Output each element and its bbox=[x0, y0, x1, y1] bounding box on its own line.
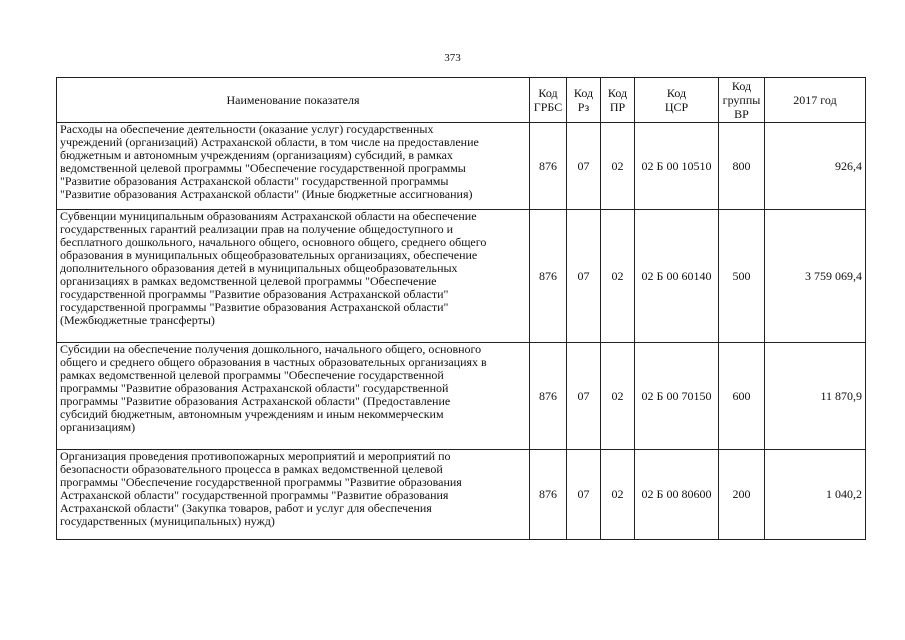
header-csr-line2: ЦСР bbox=[664, 100, 689, 114]
row-vr-cell: 200 bbox=[719, 450, 765, 540]
row-pr-cell: 02 bbox=[601, 343, 635, 450]
row-name-line: образования в муниципальных общеобразовательных организациях, обеспечение bbox=[60, 248, 478, 262]
row-name-line: дополнительного образования детей в муниципальных общеобразовательных bbox=[60, 261, 458, 275]
row-amount-cell: 1 040,2 bbox=[765, 450, 866, 540]
header-vr-line3: ВР bbox=[734, 107, 749, 121]
row-name-line: Астраханской области" государственной программы "Развитие образования bbox=[60, 488, 449, 502]
row-name-line: Астраханской области" (Закупка товаров, работ и услуг для обеспечения bbox=[60, 501, 432, 515]
header-year bbox=[765, 78, 866, 123]
header-rz bbox=[567, 78, 601, 123]
row-name-line: программы "Обеспечение государственной программы "Развитие образования bbox=[60, 475, 462, 489]
row-vr-cell: 500 bbox=[719, 210, 765, 343]
header-year-text: 2017 год bbox=[793, 93, 837, 107]
row-name-line: программы "Развитие образования Астраханской области" (Предоставление bbox=[60, 394, 451, 408]
row-vr-cell: 600 bbox=[719, 343, 765, 450]
row-rz-cell: 07 bbox=[567, 210, 601, 343]
row-name-line: государственной программы "Развитие образования Астраханской области" bbox=[60, 300, 449, 314]
budget-table bbox=[56, 77, 866, 540]
row-csr-cell: 02 Б 00 80600 bbox=[635, 450, 719, 540]
header-csr bbox=[635, 78, 719, 123]
row-pr-cell: 02 bbox=[601, 450, 635, 540]
row-name-line: государственных гарантий реализации прав на получение общедоступного и bbox=[60, 222, 454, 236]
header-name bbox=[57, 78, 530, 123]
table-header-row bbox=[57, 78, 866, 123]
header-name-text: Наименование показателя bbox=[226, 93, 360, 107]
header-grbs bbox=[530, 78, 567, 123]
row-name-line: бюджетным и автономным учреждениям (организациям) субсидий, в рамках bbox=[60, 148, 453, 162]
row-name-line: организациях в рамках ведомственной целевой программы "Обеспечение bbox=[60, 274, 437, 288]
row-amount-cell: 11 870,9 bbox=[765, 343, 866, 450]
header-vr bbox=[719, 78, 765, 123]
header-pr-line2: ПР bbox=[609, 100, 626, 114]
row-csr-cell: 02 Б 00 60140 bbox=[635, 210, 719, 343]
row-name-line: государственных (муниципальных) нужд) bbox=[60, 514, 275, 528]
row-grbs-cell: 876 bbox=[530, 210, 567, 343]
header-grbs-line2: ГРБС bbox=[533, 100, 563, 114]
header-vr-line2: группы bbox=[722, 93, 761, 107]
row-name-line: организациям) bbox=[60, 420, 136, 434]
table-row bbox=[57, 343, 866, 450]
row-name-line: Субсидии на обеспечение получения дошкольного, начального общего, основного bbox=[60, 342, 482, 356]
row-csr-cell: 02 Б 00 70150 bbox=[635, 343, 719, 450]
row-name-line: общего и среднего общего образования в частных образовательных организациях в bbox=[60, 355, 487, 369]
row-rz-cell: 07 bbox=[567, 123, 601, 210]
row-rz-cell: 07 bbox=[567, 343, 601, 450]
header-rz-line1: Код bbox=[573, 86, 594, 100]
row-name-cell bbox=[57, 210, 530, 343]
row-name-line: учреждений (организаций) Астраханской области, в том числе на предоставление bbox=[60, 135, 479, 149]
row-name-line: программы "Развитие образования Астраханской области" государственной bbox=[60, 381, 449, 395]
row-name-cell bbox=[57, 123, 530, 210]
row-name-line: субсидий бюджетным, автономным учреждениям и иным некоммерческим bbox=[60, 407, 444, 421]
row-name-line: Субвенции муниципальным образованиям Астраханской области на обеспечение bbox=[60, 209, 477, 223]
row-vr-cell: 800 bbox=[719, 123, 765, 210]
row-grbs-cell: 876 bbox=[530, 343, 567, 450]
row-pr-cell: 02 bbox=[601, 123, 635, 210]
header-vr-line1: Код bbox=[731, 79, 752, 93]
header-rz-line2: Рз bbox=[577, 100, 590, 114]
row-pr-cell: 02 bbox=[601, 210, 635, 343]
row-rz-cell: 07 bbox=[567, 450, 601, 540]
row-name-line: "Развитие образования Астраханской области" государственной программы bbox=[60, 174, 449, 188]
row-name-line: ведомственной целевой программы "Обеспечение государственной программы bbox=[60, 161, 466, 175]
header-pr-line1: Код bbox=[607, 86, 628, 100]
page-number: 373 bbox=[444, 52, 461, 64]
table-row bbox=[57, 450, 866, 540]
header-pr bbox=[601, 78, 635, 123]
row-grbs-cell: 876 bbox=[530, 450, 567, 540]
table-row bbox=[57, 123, 866, 210]
row-name-cell bbox=[57, 343, 530, 450]
header-csr-line1: Код bbox=[666, 86, 687, 100]
table-row bbox=[57, 210, 866, 343]
row-name-line: рамках ведомственной целевой программы "Обеспечение государственной bbox=[60, 368, 444, 382]
row-amount-cell: 926,4 bbox=[765, 123, 866, 210]
row-name-line: (Межбюджетные трансферты) bbox=[60, 313, 215, 327]
row-name-cell bbox=[57, 450, 530, 540]
row-name-line: безопасности образовательного процесса в рамках ведомственной целевой bbox=[60, 462, 443, 476]
row-name-line: "Развитие образования Астраханской области" (Иные бюджетные ассигнования) bbox=[60, 187, 473, 201]
row-grbs-cell: 876 bbox=[530, 123, 567, 210]
row-name-line: государственной программы "Развитие образования Астраханской области" bbox=[60, 287, 449, 301]
row-name-line: бесплатного дошкольного, начального общего, основного общего, среднего общего bbox=[60, 235, 487, 249]
row-name-line: Организация проведения противопожарных мероприятий и мероприятий по bbox=[60, 449, 451, 463]
row-csr-cell: 02 Б 00 10510 bbox=[635, 123, 719, 210]
row-amount-cell: 3 759 069,4 bbox=[765, 210, 866, 343]
header-grbs-line1: Код bbox=[538, 86, 558, 100]
row-name-line: Расходы на обеспечение деятельности (оказание услуг) государственных bbox=[60, 122, 434, 136]
